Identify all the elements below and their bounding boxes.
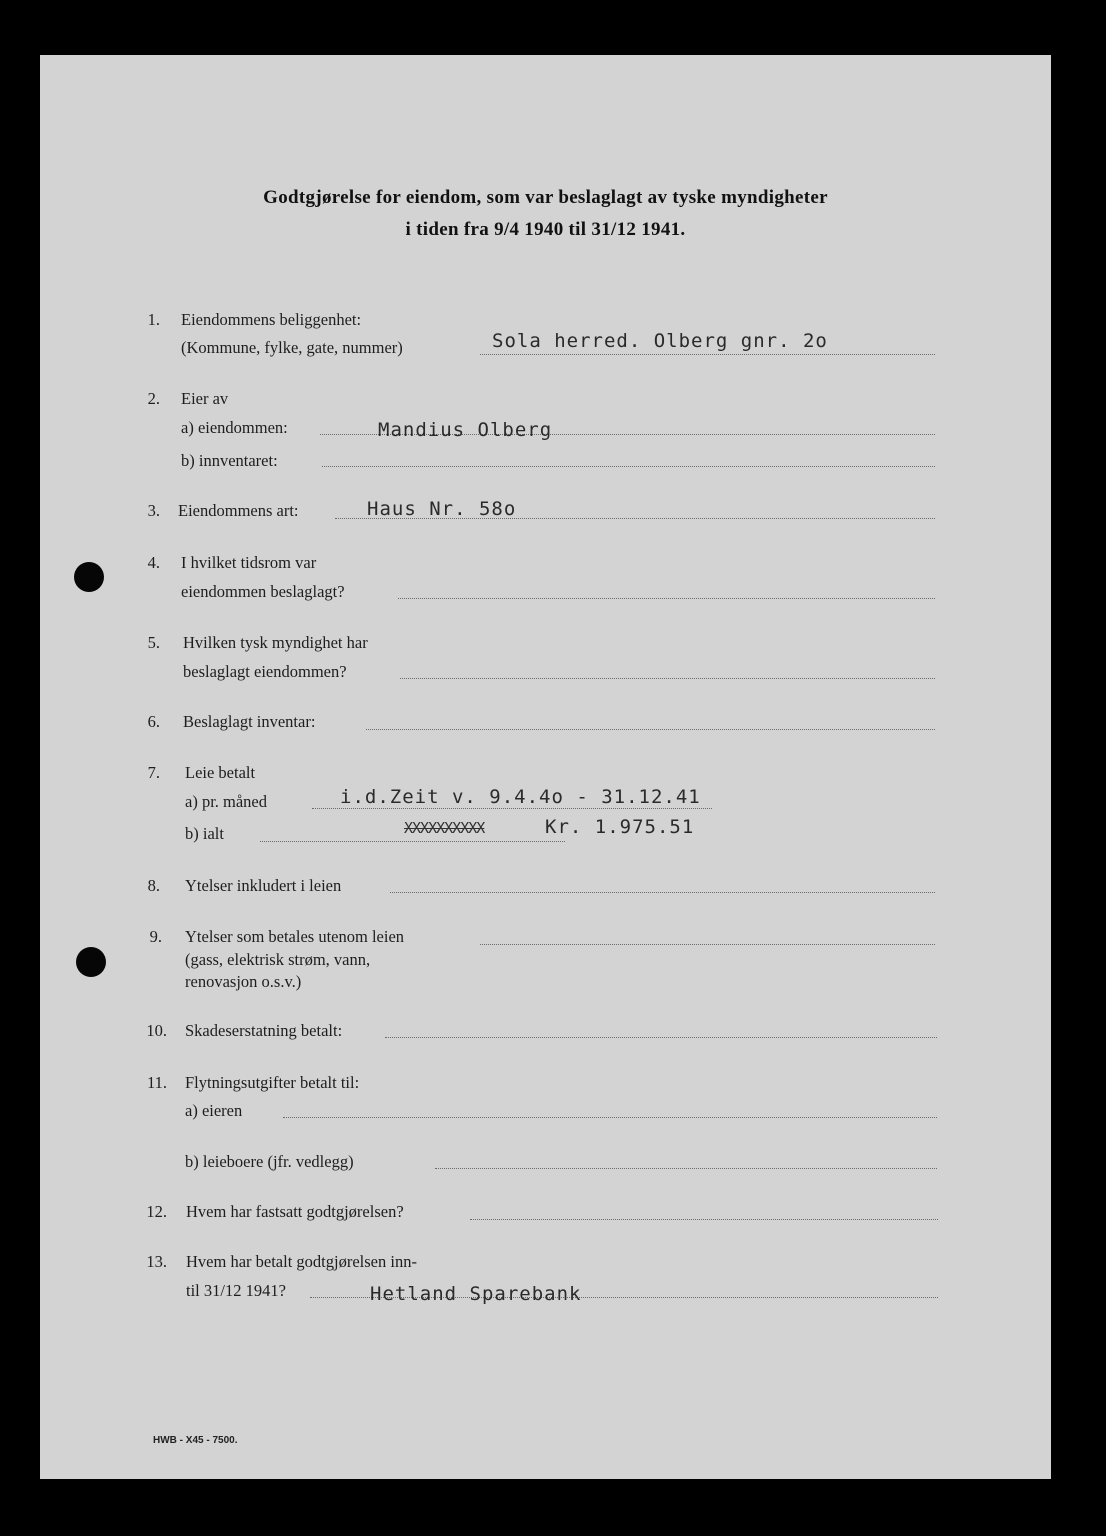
item-9-label: Ytelser som betales utenom leien — [185, 927, 405, 946]
item-1-sublabel: (Kommune, fylke, gate, nummer) — [181, 338, 403, 357]
form-title-line-1: Godtgjørelse for eiendom, som var beslaglagt av tyske myndigheter — [263, 187, 828, 208]
item-7b-answer-line — [260, 841, 565, 842]
form-print-code: HWB - X45 - 7500. — [153, 1435, 238, 1446]
item-3-answer: Haus Nr. 58o — [367, 498, 517, 520]
item-9-answer-line — [480, 944, 935, 945]
item-9-number: 9. — [149, 927, 162, 946]
item-1-answer-line — [480, 354, 935, 355]
item-3-label: Eiendommens art: — [178, 501, 299, 520]
item-3-number: 3. — [147, 501, 160, 520]
punch-hole-bottom — [76, 947, 106, 977]
item-12-label: Hvem har fastsatt godtgjørelsen? — [186, 1202, 404, 1221]
item-10-label: Skadeserstatning betalt: — [185, 1021, 343, 1040]
item-2-label: Eier av — [181, 389, 229, 408]
item-13-sublabel: til 31/12 1941? — [186, 1281, 286, 1300]
item-7-label: Leie betalt — [185, 763, 256, 782]
item-6-answer-line — [366, 729, 935, 730]
item-11b-answer-line — [435, 1168, 937, 1169]
item-11a-label: a) eieren — [185, 1101, 243, 1120]
item-2b-label: b) innventaret: — [181, 451, 278, 470]
item-13-number: 13. — [146, 1252, 167, 1271]
item-7b-struck-text: XXXXXXXXXX — [404, 819, 485, 837]
item-4-sublabel: eiendommen beslaglagt? — [181, 582, 345, 601]
item-2a-label: a) eiendommen: — [181, 418, 288, 437]
item-10-answer-line — [385, 1037, 937, 1038]
item-11-number: 11. — [146, 1073, 167, 1092]
item-2-number: 2. — [147, 389, 160, 408]
item-7a-answer: i.d.Zeit v. 9.4.4o - 31.12.41 — [340, 786, 701, 808]
item-7a-answer-line — [312, 808, 712, 809]
item-7b-answer: Kr. 1.975.51 — [545, 816, 695, 838]
item-5-sublabel: beslaglagt eiendommen? — [183, 662, 347, 681]
item-11a-answer-line — [283, 1117, 937, 1118]
item-7-number: 7. — [147, 763, 160, 782]
item-8-label: Ytelser inkludert i leien — [185, 876, 342, 895]
item-8-answer-line — [390, 892, 935, 893]
punch-hole-top — [74, 562, 104, 592]
item-4-label: I hvilket tidsrom var — [181, 553, 317, 572]
item-12-answer-line — [470, 1219, 938, 1220]
item-6-number: 6. — [147, 712, 160, 731]
item-2b-answer-line — [322, 466, 935, 467]
item-5-answer-line — [400, 678, 935, 679]
item-11-label: Flytningsutgifter betalt til: — [185, 1073, 360, 1092]
item-6-label: Beslaglagt inventar: — [183, 712, 316, 731]
item-7b-label: b) ialt — [185, 824, 224, 843]
item-13-answer: Hetland Sparebank — [370, 1283, 582, 1305]
item-10-number: 10. — [146, 1021, 167, 1040]
item-5-label: Hvilken tysk myndighet har — [183, 633, 368, 652]
item-12-number: 12. — [146, 1202, 167, 1221]
item-2a-answer: Mandius Olberg — [378, 419, 553, 441]
item-13-label: Hvem har betalt godtgjørelsen inn- — [186, 1252, 417, 1271]
item-1-number: 1. — [147, 310, 160, 329]
item-4-answer-line — [398, 598, 935, 599]
item-4-number: 4. — [147, 553, 160, 572]
form-sheet — [40, 55, 1051, 1479]
item-9-sublabel-2: renovasjon o.s.v.) — [185, 972, 302, 991]
item-9-sublabel-1: (gass, elektrisk strøm, vann, — [185, 950, 371, 969]
item-1-label: Eiendommens beliggenhet: — [181, 310, 362, 329]
item-7a-label: a) pr. måned — [185, 792, 268, 811]
item-11b-label: b) leieboere (jfr. vedlegg) — [185, 1152, 354, 1171]
form-title-line-2: i tiden fra 9/4 1940 til 31/12 1941. — [405, 219, 686, 240]
item-8-number: 8. — [147, 876, 160, 895]
item-5-number: 5. — [147, 633, 160, 652]
item-1-answer: Sola herred. Olberg gnr. 2o — [492, 330, 828, 352]
